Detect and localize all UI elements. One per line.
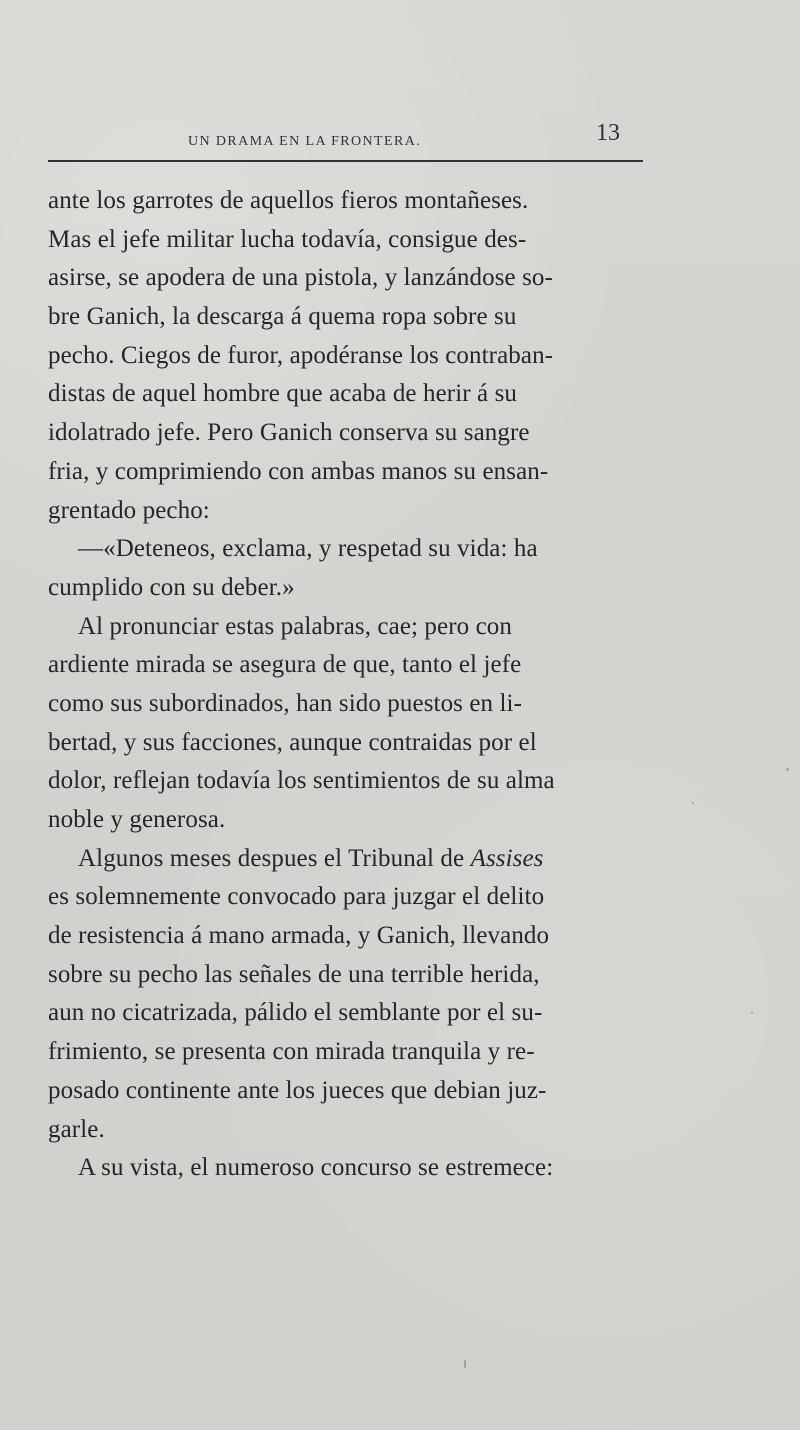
text-line: como sus subordinados, han sido puestos en li- <box>48 689 523 717</box>
text-line: idolatrado jefe. Pero Ganich conserva su sangre <box>48 419 530 447</box>
text-line: bertad, y sus facciones, aunque contraidas por el <box>48 728 537 756</box>
running-head: UN DRAMA EN LA FRONTERA. <box>188 134 422 149</box>
text-line: bre Ganich, la descarga á quema ropa sobre su <box>48 303 517 331</box>
paper-speck <box>464 1360 466 1368</box>
text-line: distas de aquel hombre que acaba de herir á su <box>48 380 517 408</box>
text-line: pecho. Ciegos de furor, apodéranse los contraban- <box>48 341 554 369</box>
italic-term: Assises <box>470 844 544 872</box>
text-line: frimiento, se presenta con mirada tranquila y re- <box>48 1038 535 1066</box>
text-line: Al pronunciar estas palabras, cae; pero con <box>78 612 512 640</box>
text-line: garle. <box>48 1115 105 1143</box>
text-line: de resistencia á mano armada, y Ganich, llevando <box>48 922 550 950</box>
text-line: —«Deteneos, exclama, y respetad su vida: ha <box>78 535 538 563</box>
text-line: sobre su pecho las señales de una terrible herida, <box>48 960 540 988</box>
text-line: asirse, se apodera de una pistola, y lanzándose so- <box>48 264 553 292</box>
text-line: cumplido con su deber.» <box>48 573 295 601</box>
text-line: grentado pecho: <box>48 496 210 524</box>
text-line: fria, y comprimiendo con ambas manos su ensan- <box>48 457 549 485</box>
header-rule <box>48 160 643 162</box>
text-line <box>48 840 654 879</box>
text-line: es solemnemente convocado para juzgar el delito <box>48 883 545 911</box>
text-line: A su vista, el numeroso concurso se estremece: <box>78 1154 554 1182</box>
text-segment: Algunos meses despues el Tribunal de <box>78 844 471 872</box>
paper-speck <box>786 768 789 771</box>
text-line: aun no cicatrizada, pálido el semblante por el su- <box>48 999 543 1027</box>
text-line: posado continente ante los jueces que debian juz- <box>48 1076 547 1104</box>
text-line: ante los garrotes de aquellos fieros montañeses. <box>48 187 529 214</box>
text-line: Mas el jefe militar lucha todavía, consigue des- <box>48 225 527 253</box>
page-number: 13 <box>596 120 620 146</box>
text-line: ardiente mirada se asegura de que, tanto el jefe <box>48 651 522 679</box>
main-text <box>48 182 654 1188</box>
text-line: noble y generosa. <box>48 806 226 833</box>
paper-speck <box>751 1012 753 1014</box>
paper-speck <box>692 802 694 804</box>
text-line: dolor, reflejan todavía los sentimientos de su alma <box>48 767 555 795</box>
